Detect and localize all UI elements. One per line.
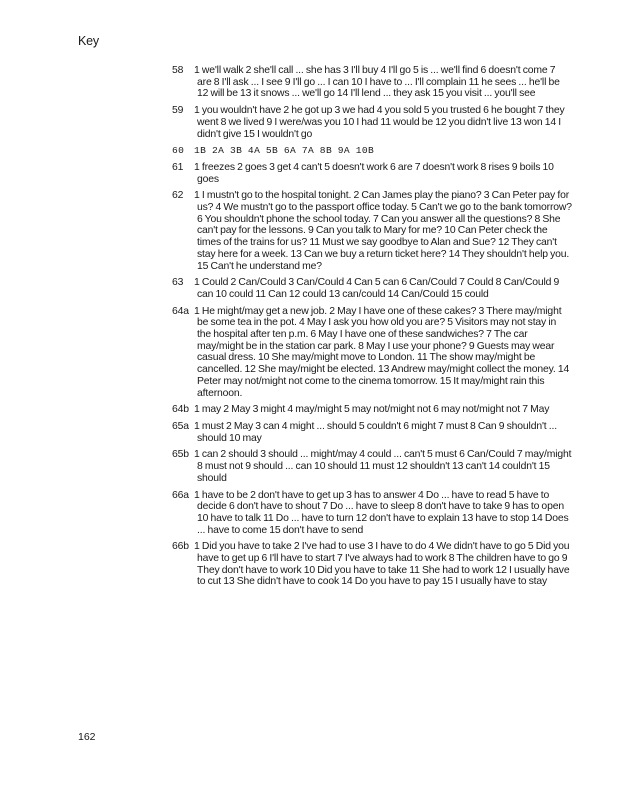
answer-text: 1 I mustn't go to the hospital tonight. 2 Can James play the piano? 3 Can Peter pay for us? 4 We mustn't go to the passport office today. 5 Can't we go to the bank tomorrow? 6 You shouldn't phone the school today. 7 Can you answer all the questions? 8 She can't pay for the lessons. 9 Can you talk to Mary for me? 10 Can Peter check the times of the trains for us? 11 Must we say goodbye to Alan and Sue? 12 They can't stay here for a week. 13 Can we buy a return ticket here? 14 They shouldn't help you. 15 Can't he understand me?	[194, 190, 572, 272]
answer-text: 1B 2A 3B 4A 5B 6A 7A 8B 9A 10B	[194, 145, 375, 157]
answer-text: 1 we'll walk 2 she'll call ... she has 3 I'll buy 4 I'll go 5 is ... we'll find 6 doesn't come 7 are 8 I'll ask ... I see 9 I'll go ... I can 10 I have to ... I'll complain 11 he sees ... he'll be 12 will be 13 it snows ... we'll go 14 I'll lend ... they ask 15 you visit ... you'll see	[194, 65, 560, 100]
answer-text: 1 you wouldn't have 2 he got up 3 we had 4 you sold 5 you trusted 6 he bought 7 they went 8 we lived 9 I were/was you 10 I had 11 would be 12 you didn't live 13 won 14 I didn't give 15 I wouldn't go	[194, 105, 565, 140]
answer-entry-66b	[172, 541, 572, 588]
answer-entry-63	[172, 277, 572, 300]
exercise-number: 66b	[172, 541, 189, 553]
answer-text: 1 freezes 2 goes 3 get 4 can't 5 doesn't work 6 are 7 doesn't work 8 rises 9 boils 10 goes	[194, 161, 554, 185]
exercise-number: 62	[172, 190, 184, 202]
answer-entry-60	[172, 145, 572, 157]
page-number: 162	[78, 731, 96, 743]
exercise-number: 66a	[172, 489, 189, 501]
exercise-number: 58	[172, 65, 184, 76]
answer-entry-61	[172, 162, 572, 185]
answer-entry-64b	[172, 404, 572, 416]
exercise-number: 64a	[172, 305, 189, 317]
answer-entry-58	[172, 65, 572, 100]
answer-text: 1 Could 2 Can/Could 3 Can/Could 4 Can 5 can 6 Can/Could 7 Could 8 Can/Could 9 can 10 could 11 Can 12 could 13 can/could 14 Can/Could 15 could	[194, 277, 560, 300]
answer-text: 1 Did you have to take 2 I've had to use 3 I have to do 4 We didn't have to go 5 Did you have to get up 6 I'll have to start 7 I've always had to work 8 The children have to go 9 They don't have to work 10 Did you have to take 11 She had to work 12 I usually have to cut 13 She didn't have to cook 14 Do you have to pay 15 I usually have to stay	[194, 541, 570, 588]
page-heading: Key	[78, 34, 99, 48]
answer-text: 1 have to be 2 don't have to get up 3 has to answer 4 Do ... have to read 5 have to decide 6 don't have to shout 7 Do ... have to sleep 8 don't have to take 9 has to open 10 have to talk 11 Do ... have to turn 12 don't have to explain 13 have to stop 14 Does ... have to come 15 don't have to send	[194, 489, 569, 536]
answer-entry-62	[172, 190, 572, 272]
answer-text: 1 He might/may get a new job. 2 May I have one of these cakes? 3 There may/might be some tea in the pot. 4 May I ask you how old you are? 5 Visitors may not stay in the hospital after ten p.m. 6 May I have one of these sandwiches? 7 The car may/might be in the station car park. 8 May I use your phone? 9 Guests may wear casual dress. 10 She may/might move to London. 11 The show may/might be cancelled. 12 She may/might be elected. 13 Andrew may/might collect the money. 14 Peter may not/might not come to the cinema tomorrow. 15 It may/might rain this afternoon.	[194, 305, 570, 399]
answer-entry-64a	[172, 306, 572, 400]
answer-entry-65b	[172, 449, 572, 484]
exercise-number: 65a	[172, 420, 189, 432]
answer-entry-59	[172, 105, 572, 140]
answer-key-list	[172, 65, 572, 588]
answer-entry-66a	[172, 490, 572, 537]
exercise-number: 65b	[172, 449, 189, 461]
exercise-number: 61	[172, 161, 184, 173]
exercise-number: 64b	[172, 404, 189, 416]
answer-text: 1 can 2 should 3 should ... might/may 4 could ... can't 5 must 6 Can/Could 7 may/might 8 must not 9 should ... can 10 should 11 must 12 shouldn't 13 can't 14 couldn't 15 should	[194, 449, 572, 484]
answer-text: 1 may 2 May 3 might 4 may/might 5 may not/might not 6 may not/might not 7 May	[194, 404, 550, 416]
answer-entry-65a	[172, 421, 572, 444]
exercise-number: 59	[172, 105, 184, 117]
answer-text: 1 must 2 May 3 can 4 might ... should 5 couldn't 6 might 7 must 8 Can 9 shouldn't ... should 10 may	[194, 420, 557, 444]
exercise-number: 63	[172, 277, 184, 289]
exercise-number: 60	[172, 145, 185, 157]
